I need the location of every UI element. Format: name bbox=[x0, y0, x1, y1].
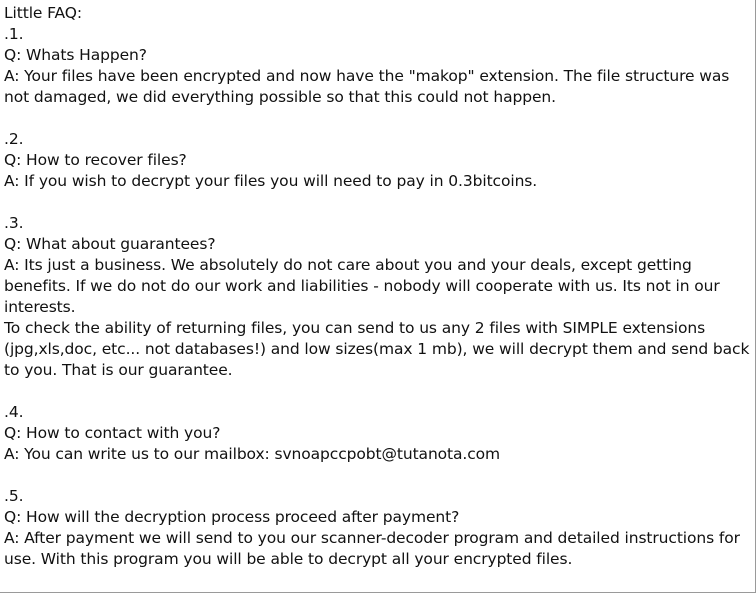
section-number: .2. bbox=[4, 130, 24, 148]
answer-line: not damaged, we did everything possible so that this could not happen. bbox=[4, 88, 556, 106]
faq-section-1 bbox=[4, 24, 751, 108]
answer-line: A: If you wish to decrypt your files you will need to pay in 0.3bitcoins. bbox=[4, 172, 538, 190]
question-text: Q: How to contact with you? bbox=[4, 424, 221, 442]
question-text: Q: What about guarantees? bbox=[4, 235, 216, 253]
question-text: Q: How will the decryption process proceed after payment? bbox=[4, 508, 460, 526]
blank-line bbox=[4, 381, 751, 402]
faq-section-3 bbox=[4, 213, 751, 381]
faq-section-5 bbox=[4, 486, 751, 570]
section-number: .3. bbox=[4, 214, 24, 232]
blank-line bbox=[4, 192, 751, 213]
answer-line: benefits. If we do not do our work and liabilities - nobody will cooperate with us. Its not in our bbox=[4, 277, 720, 295]
section-number: .5. bbox=[4, 487, 24, 505]
answer-line: A: You can write us to our mailbox: svnoapccpobt@tutanota.com bbox=[4, 445, 501, 463]
section-number: .1. bbox=[4, 25, 24, 43]
question-text: Q: How to recover files? bbox=[4, 151, 187, 169]
answer-line: A: After payment we will send to you our scanner-decoder program and detailed instructions for bbox=[4, 529, 740, 547]
answer-line: (jpg,xls,doc, etc... not databases!) and low sizes(max 1 mb), we will decrypt them and send back bbox=[4, 340, 750, 358]
answer-line: A: Your files have been encrypted and now have the "makop" extension. The file structure was bbox=[4, 67, 730, 85]
section-number: .4. bbox=[4, 403, 24, 421]
answer-line: interests. bbox=[4, 298, 76, 316]
answer-line: A: Its just a business. We absolutely do not care about you and your deals, except getting bbox=[4, 256, 692, 274]
answer-line: To check the ability of returning files, you can send to us any 2 files with SIMPLE extensions bbox=[4, 319, 706, 337]
question-text: Q: Whats Happen? bbox=[4, 46, 147, 64]
blank-line bbox=[4, 465, 751, 486]
faq-section-2 bbox=[4, 129, 751, 192]
blank-line bbox=[4, 108, 751, 129]
faq-section-4 bbox=[4, 402, 751, 465]
answer-line: to you. That is our guarantee. bbox=[4, 361, 233, 379]
answer-line: use. With this program you will be able to decrypt all your encrypted files. bbox=[4, 550, 573, 568]
document-title: Little FAQ: bbox=[4, 4, 83, 22]
